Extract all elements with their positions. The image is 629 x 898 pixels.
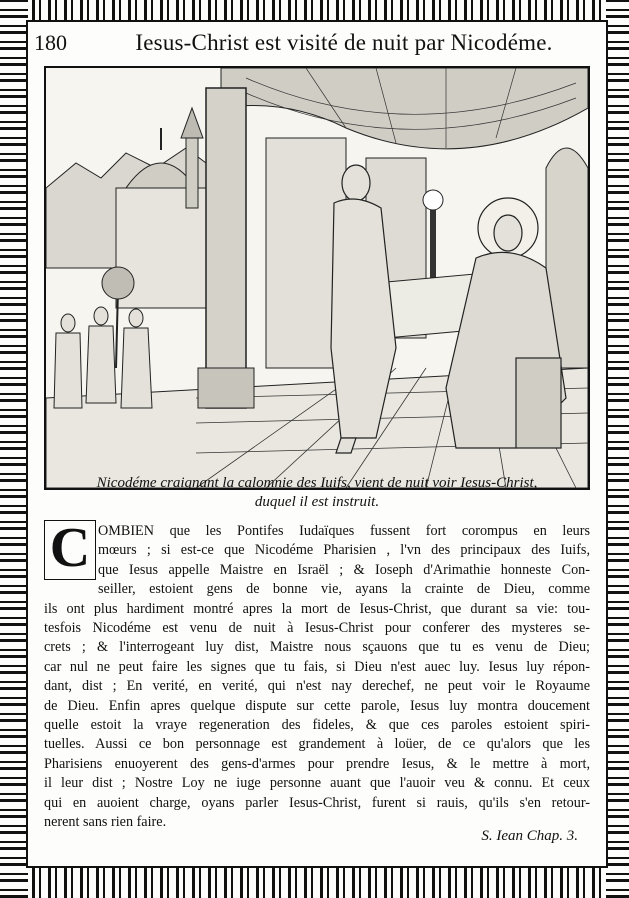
text-line: nerent sans rien faire. [44, 814, 167, 831]
text-line: de Dieu. Enfin apres quelque dispute sur cette parole, Iesus luy montra doucement [44, 697, 590, 714]
text-line: tuelles. Aussi ce bon personnage est grandement à loüer, de ce qu'alors que les [44, 736, 590, 753]
woodcut-illustration [44, 66, 590, 490]
page-content [28, 22, 606, 866]
text-line: seiller, estoient gens de bonne vie, ayans la crainte de Dieu, comme [98, 581, 590, 598]
page-header [34, 30, 600, 60]
text-line: ils ont plus hardiment montré apres la mort de Iesus-Christ, que durant sa vie: tou- [44, 600, 590, 617]
text-line: qui en auoient charge, oyans parler Iesus-Christ, furent si rauis, qu'ils s'en retour- [44, 794, 590, 811]
ornamental-border-bottom [0, 866, 629, 898]
chapter-title: Iesus-Christ est visité de nuit par Nicodéme. [135, 30, 553, 55]
text-line: il leur dist ; Nostre Loy ne iuge personne auant que l'auoir veu & connu. Et ceux [44, 775, 590, 792]
scripture-reference: S. Iean Chap. 3. [481, 828, 578, 844]
ornamental-border-top [0, 0, 629, 22]
page-number: 180 [34, 30, 67, 55]
ornamental-border-right [606, 0, 629, 898]
body-text [44, 522, 590, 833]
illustration-caption [38, 474, 596, 512]
text-line: mœurs ; si est-ce que Nicodéme Pharisien , l'vn des principaux des Iuifs, [98, 542, 590, 559]
text-line: dant, dist ; En verité, en verité, qui n'est nay derechef, ne peut voir le Royaume [44, 678, 590, 695]
ornamental-border-left [0, 0, 28, 898]
caption-line: duquel il est instruit. [254, 494, 380, 510]
text-line: crets ; & l'interrogeant luy dist, Maistre nous sçauons que tu es venu de Dieu; [44, 639, 590, 656]
text-line: car nul ne peut faire les signes que tu fais, si Dieu n'est auec luy. Iesus luy répon- [44, 658, 590, 675]
initial-letter: C [49, 517, 91, 579]
text-line: Pharisiens enuoyerent des gens-d'armes pour prendre Iesus, & le mettre à mort, [44, 755, 590, 772]
text-line: que Iesus appelle Maistre en Israël ; & Ioseph d'Arimathie honneste Con- [98, 561, 590, 578]
caption-line: Nicodéme craignant la calomnie des Iuifs, vient de nuit voir Iesus-Christ, [96, 475, 538, 491]
text-line: tesfois Nicodéme est venu de nuit à Iesus-Christ pour conferer des mysteres se- [44, 620, 590, 637]
text-line: OMBIEN que les Pontifes Iudaïques fussent fort corompus en leurs [98, 523, 590, 539]
text-line: quelle estoit la vraye regeneration des fideles, & que ces paroles estoient spiri- [44, 717, 590, 734]
